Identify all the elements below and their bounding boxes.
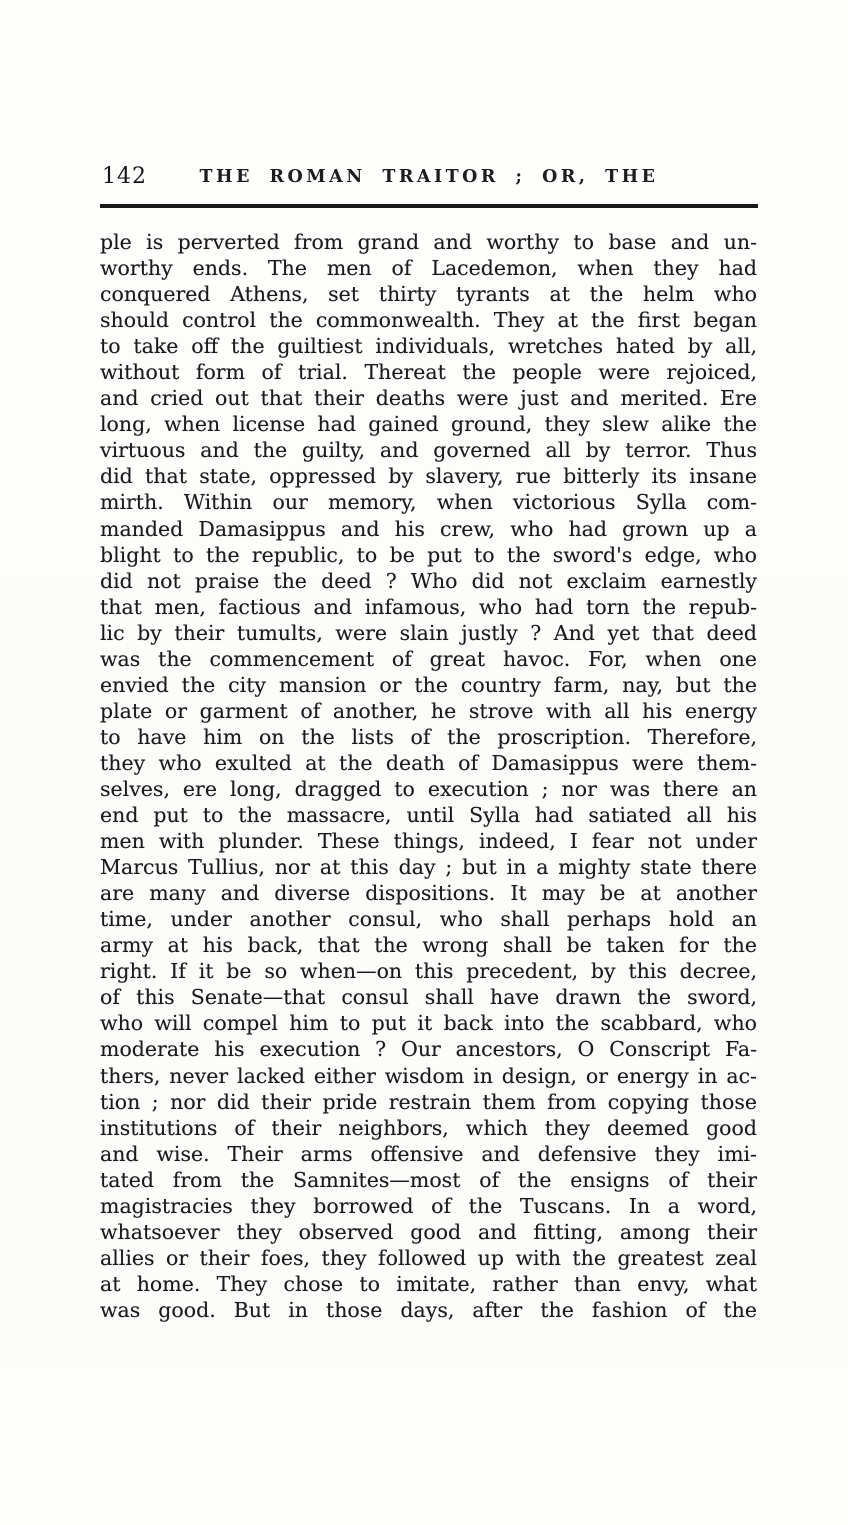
text-line: worthy ends. The men of Lacedemon, when they had [100, 256, 757, 281]
page-number: 142 [102, 164, 147, 189]
text-line: institutions of their neighbors, which they deemed good [100, 1115, 757, 1140]
text-line: that men, factious and infamous, who had torn the repub- [100, 594, 757, 619]
text-line: to have him on the lists of the proscription. Therefore, [100, 724, 757, 749]
text-line: conquered Athens, set thirty tyrants at the helm who [100, 282, 757, 307]
text-line: without form of trial. Thereat the people were rejoiced, [100, 360, 757, 385]
text-line: was the commencement of great havoc. For, when one [100, 646, 757, 671]
text-line: should control the commonwealth. They at the first began [100, 308, 757, 333]
text-line: they who exulted at the death of Damasippus were them- [100, 750, 757, 775]
body-text [100, 229, 757, 1323]
text-line: did not praise the deed ? Who did not exclaim earnestly [100, 568, 757, 593]
text-line: did that state, oppressed by slavery, rue bitterly its insane [100, 464, 757, 489]
text-line: time, under another consul, who shall perhaps hold an [100, 907, 757, 932]
text-line: to take off the guiltiest individuals, wretches hated by all, [100, 334, 757, 359]
text-line: and cried out that their deaths were just and merited. Ere [100, 386, 757, 411]
text-line: at home. They chose to imitate, rather than envy, what [100, 1271, 757, 1296]
text-line: army at his back, that the wrong shall be taken for the [100, 933, 757, 958]
text-line: and wise. Their arms offensive and defensive they imi- [100, 1141, 757, 1166]
text-line: lic by their tumults, were slain justly ? And yet that deed [100, 620, 757, 645]
text-line: allies or their foes, they followed up with the greatest zeal [100, 1245, 757, 1270]
text-line: blight to the republic, to be put to the sword's edge, who [100, 542, 757, 567]
text-line: of this Senate—that consul shall have drawn the sword, [100, 985, 757, 1010]
running-title: THE ROMAN TRAITOR ; OR, THE [199, 167, 659, 187]
text-line: mirth. Within our memory, when victorious Sylla com- [100, 490, 757, 515]
text-line: thers, never lacked either wisdom in design, or energy in ac- [100, 1063, 757, 1088]
page-header [100, 163, 758, 195]
text-line: men with plunder. These things, indeed, I fear not under [100, 829, 757, 854]
text-line: are many and diverse dispositions. It may be at another [100, 881, 757, 906]
text-line: virtuous and the guilty, and governed all by terror. Thus [100, 438, 757, 463]
text-line: right. If it be so when—on this precedent, by this decree, [100, 959, 757, 984]
text-line: long, when license had gained ground, they slew alike the [100, 412, 757, 437]
text-line: moderate his execution ? Our ancestors, O Conscript Fa- [100, 1037, 757, 1062]
text-line: plate or garment of another, he strove with all his energy [100, 698, 757, 723]
text-line: selves, ere long, dragged to execution ; nor was there an [100, 776, 757, 801]
text-line: envied the city mansion or the country farm, nay, but the [100, 672, 757, 697]
text-line: manded Damasippus and his crew, who had grown up a [100, 516, 757, 541]
text-line: end put to the massacre, until Sylla had satiated all his [100, 803, 757, 828]
text-line: was good. But in those days, after the fashion of the [100, 1297, 757, 1322]
text-line: tion ; nor did their pride restrain them from copying those [100, 1089, 757, 1114]
text-line: Marcus Tullius, nor at this day ; but in a mighty state there [100, 855, 757, 880]
text-line: who will compel him to put it back into the scabbard, who [100, 1011, 757, 1036]
text-line: magistracies they borrowed of the Tuscans. In a word, [100, 1193, 757, 1218]
header-rule [100, 204, 758, 208]
text-line: whatsoever they observed good and fitting, among their [100, 1219, 757, 1244]
text-line: ple is perverted from grand and worthy to base and un- [100, 230, 757, 254]
text-line: tated from the Samnites—most of the ensigns of their [100, 1167, 757, 1192]
